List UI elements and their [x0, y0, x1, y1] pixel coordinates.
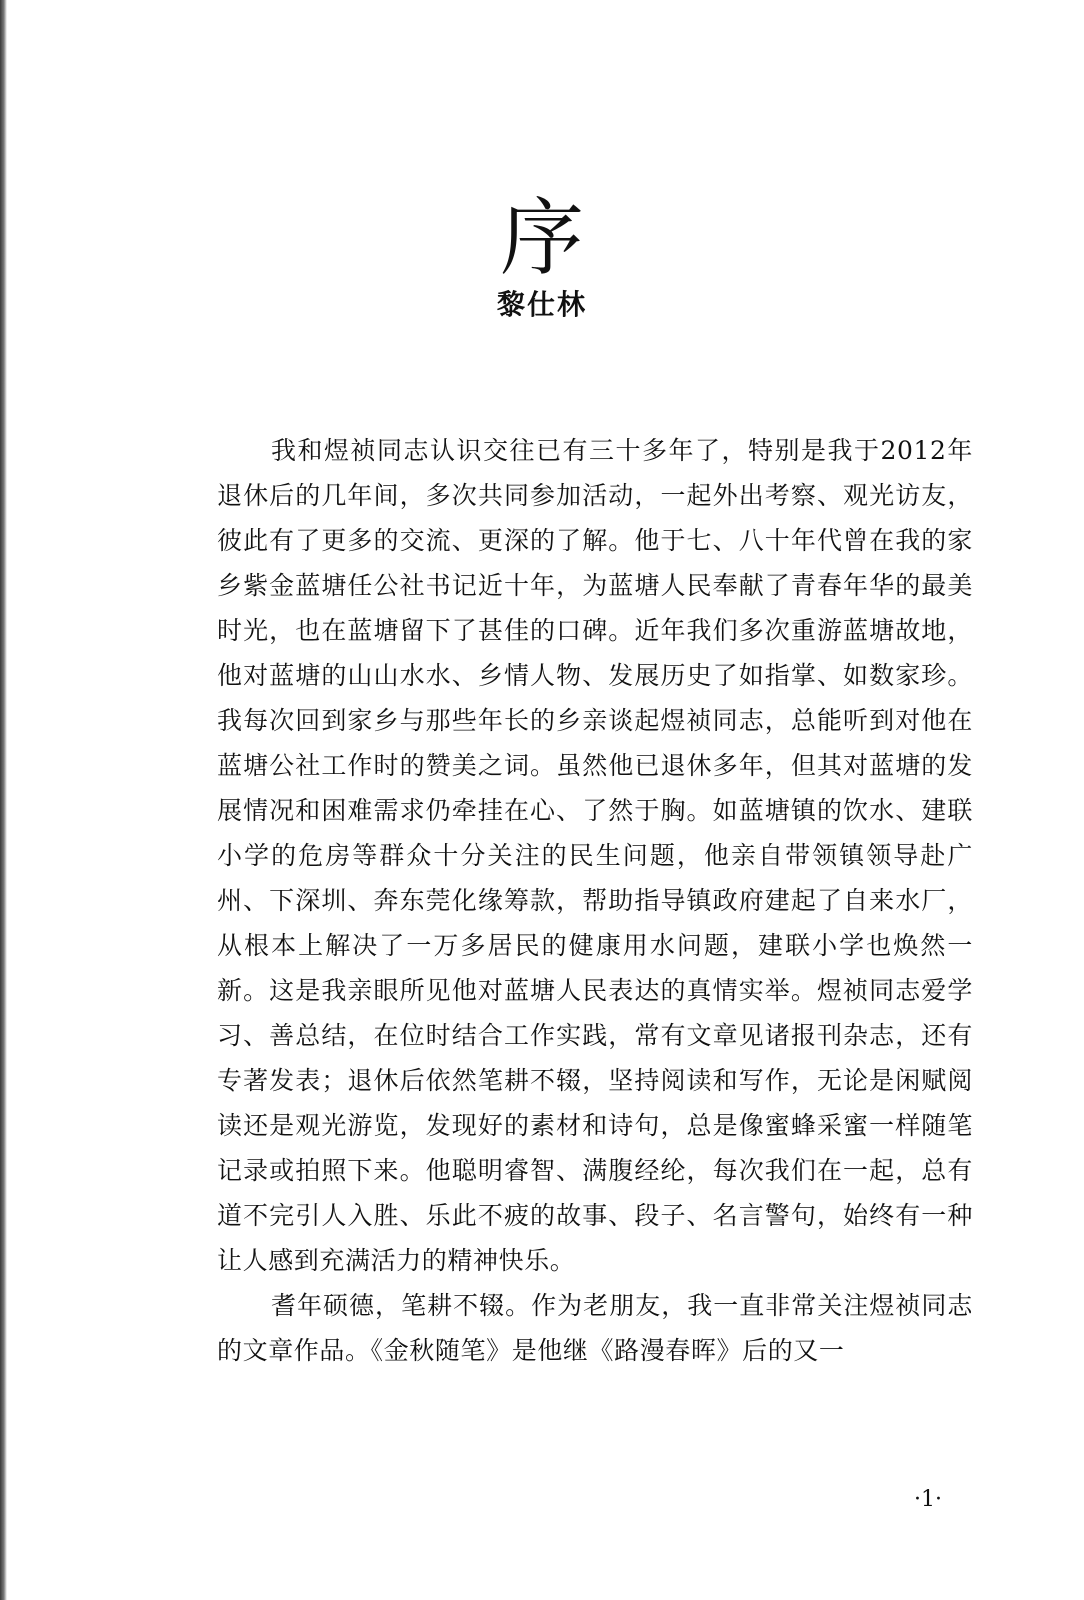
body-text: [217, 428, 973, 1373]
page-title: 序: [499, 189, 584, 287]
paragraph: 耆年硕德，笔耕不辍。作为老朋友，我一直非常关注煜祯同志的文章作品。《金秋随笔》是他继《路漫春晖》后的又一: [217, 1291, 973, 1365]
author-name: 黎仕林: [496, 288, 587, 321]
paragraph: 我和煜祯同志认识交往已有三十多年了，特别是我于2012年退休后的几年间，多次共同参加活动，一起外出考察、观光访友，彼此有了更多的交流、更深的了解。他于七、八十年代曾在我的家乡紫金蓝塘任公社书记近十年，为蓝塘人民奉献了青春年华的最美时光，也在蓝塘留下了甚佳的口碑。近年我们多次重游蓝塘故地，他对蓝塘的山山水水、乡情人物、发展历史了如指掌、如数家珍。我每次回到家乡与那些年长的乡亲谈起煜祯同志，总能听到对他在蓝塘公社工作时的赞美之词。虽然他已退休多年，但其对蓝塘的发展情况和困难需求仍牵挂在心、了然于胸。如蓝塘镇的饮水、建联小学的危房等群众十分关注的民生问题，他亲自带领镇领导赴广州、下深圳、奔东莞化缘筹款，帮助指导镇政府建起了自来水厂，从根本上解决了一万多居民的健康用水问题，建联小学也焕然一新。这是我亲眼所见他对蓝塘人民表达的真情实举。煜祯同志爱学习、善总结，在位时结合工作实践，常有文章见诸报刊杂志，还有专著发表；退休后依然笔耕不辍，坚持阅读和写作，无论是闲赋阅读还是观光游览，发现好的素材和诗句，总是像蜜蜂采蜜一样随笔记录或拍照下来。他聪明睿智、满腹经纶，每次我们在一起，总有道不完引人入胜、乐此不疲的故事、段子、名言警句，始终有一种让人感到充满活力的精神快乐。: [217, 436, 973, 1275]
page-number: ·1·: [914, 1487, 942, 1512]
